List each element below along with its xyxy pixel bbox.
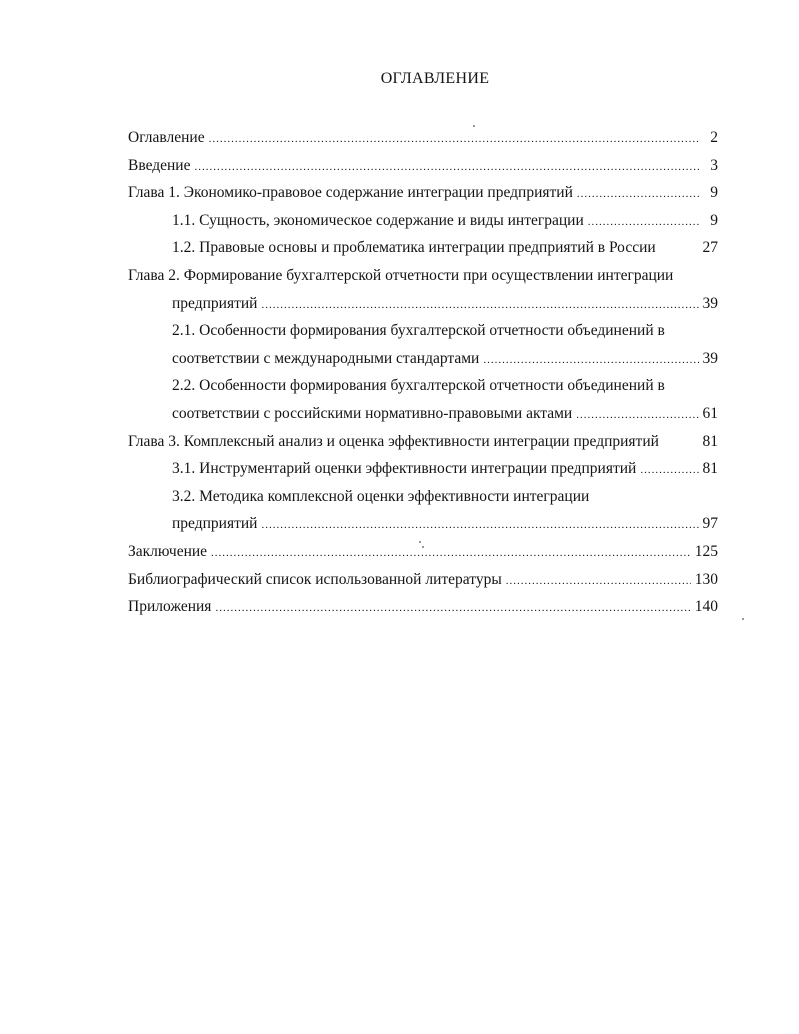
toc-entry-text: Приложения (128, 598, 212, 616)
toc-entry-text: Глава 3. Комплексный анализ и оценка эффективности интеграции предприятий (128, 432, 659, 450)
toc-entry-line (128, 179, 718, 207)
dot-leader (483, 347, 698, 373)
dot-leader (261, 292, 698, 318)
scan-speck (742, 618, 744, 620)
toc-entry-line (128, 372, 718, 400)
toc-entry-text: соответствии с российскими нормативно-правовыми актами (172, 404, 573, 422)
dot-leader (576, 402, 698, 428)
dot-leader (209, 126, 700, 152)
toc-entry-line (128, 262, 718, 290)
toc-page-number: 39 (702, 349, 718, 367)
toc-page-number: 9 (710, 211, 718, 229)
toc-entry-text: 1.1. Сущность, экономическое содержание и виды интеграции (172, 211, 584, 229)
dot-leader (215, 595, 690, 621)
toc-entry-line (128, 566, 718, 594)
toc-page-number: 97 (702, 515, 718, 533)
toc-entry-line (128, 234, 718, 262)
toc-entry-line (128, 510, 718, 538)
toc-entry-line (128, 317, 718, 345)
toc-entry-text: предприятий (172, 515, 258, 533)
dot-leader (211, 540, 691, 566)
toc-entry-text: 2.2. Особенности формирования бухгалтерской отчетности объединений в (172, 377, 665, 395)
toc-page-number: 81 (702, 460, 718, 478)
dot-leader (588, 209, 700, 235)
toc-page-number: 39 (702, 294, 718, 312)
toc-page-number: 27 (702, 239, 718, 257)
scan-speck (419, 541, 421, 543)
toc-page-number: 3 (710, 156, 718, 174)
toc-entry-line (128, 428, 718, 456)
scan-speck (473, 125, 475, 127)
dot-leader (261, 512, 698, 538)
toc-page-number: 2 (710, 129, 718, 146)
toc-page-number: 140 (694, 598, 718, 616)
toc-entry-line (128, 124, 718, 152)
toc-entry-text: предприятий (172, 294, 258, 312)
toc-page-number: 130 (694, 570, 718, 588)
toc-entry-line (128, 290, 718, 318)
toc-entry-line (128, 483, 718, 511)
dot-leader (577, 181, 700, 207)
scan-speck (422, 546, 424, 548)
toc-entry-text: Библиографический список использованной литературы (128, 570, 502, 588)
toc-entry-text: соответствии с международными стандартами (172, 349, 480, 367)
toc-entry-text: Оглавление (128, 129, 205, 146)
toc-page-number: 9 (710, 184, 718, 202)
dot-leader (194, 154, 700, 180)
dot-leader (640, 457, 698, 483)
toc-entry-text: 1.2. Правовые основы и проблематика интеграции предприятий в России (172, 239, 656, 257)
toc-entry-text: 3.2. Методика комплексной оценки эффективности интеграции (172, 487, 590, 505)
toc-entry-text: Глава 1. Экономико-правовое содержание интеграции предприятий (128, 184, 573, 202)
toc-entry-line (128, 538, 718, 566)
toc-page-number: 81 (702, 432, 718, 450)
toc-entry-line (128, 593, 718, 621)
toc-entry-text: Введение (128, 156, 191, 174)
toc-page-number: 61 (702, 404, 718, 422)
toc-entry-text: Заключение (128, 542, 208, 560)
toc-entry-text: Глава 2. Формирование бухгалтерской отчетности при осуществлении интеграции (128, 266, 674, 284)
toc-entry-line (128, 455, 718, 483)
toc-entry-line (128, 207, 718, 235)
toc-entry-text: 3.1. Инструментарий оценки эффективности интеграции предприятий (172, 460, 637, 478)
dot-leader (506, 568, 691, 594)
toc-entry-line (128, 400, 718, 428)
toc-entry-text: 2.1. Особенности формирования бухгалтерской отчетности объединений в (172, 322, 665, 340)
toc-entry-line (128, 152, 718, 180)
toc-heading: ОГЛАВЛЕНИЕ (380, 70, 490, 87)
toc-page-number: 125 (694, 542, 718, 560)
toc-entry-line (128, 345, 718, 373)
